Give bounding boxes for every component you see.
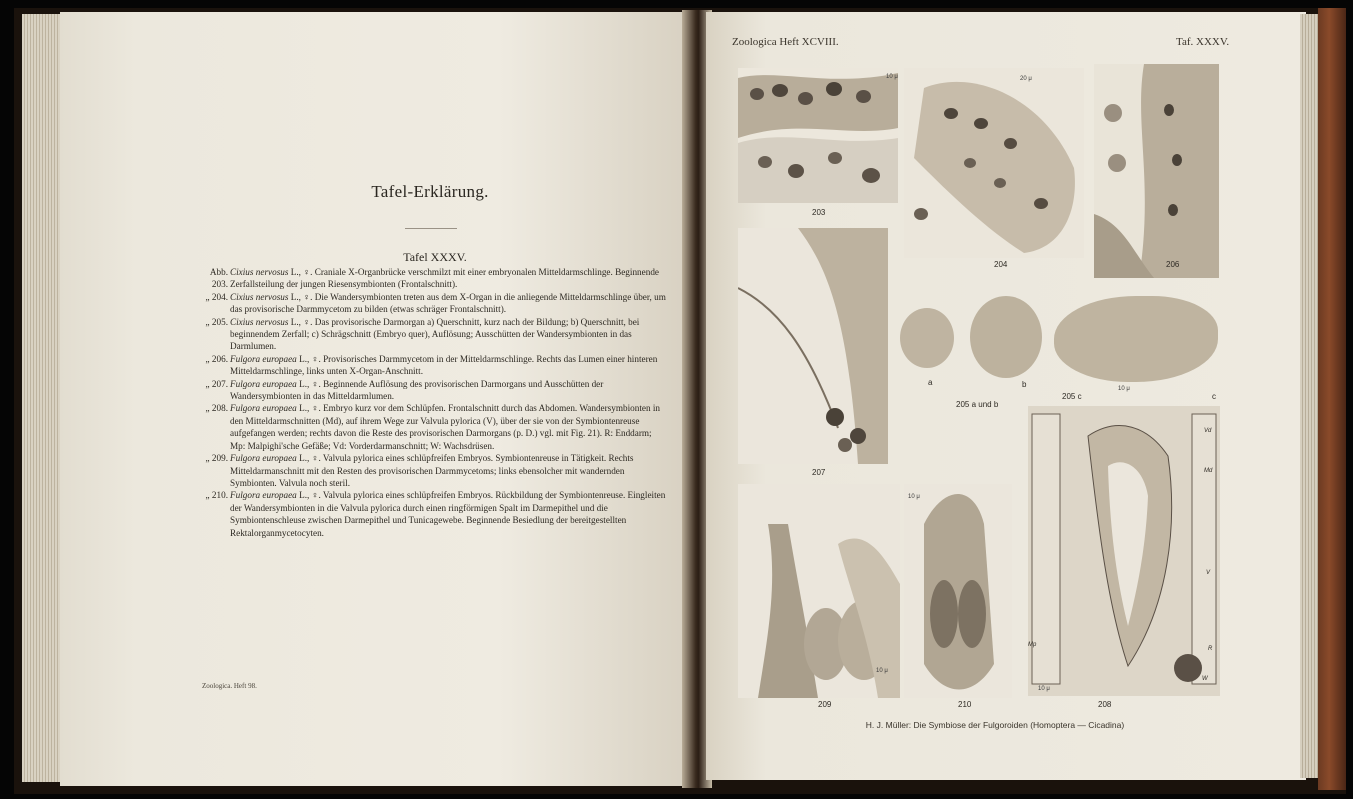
figure-205a [900,308,954,368]
micrograph-plate [736,60,1226,710]
plate-caption: H. J. Müller: Die Symbiose der Fulgoroiden (Homoptera — Cicadina) [865,720,1125,730]
figure-204 [904,68,1084,258]
figure-label-206: 206 [1166,260,1180,269]
label-r: R [1208,646,1213,652]
title-rule [405,228,457,229]
scale-bar-209: 10 μ [876,668,888,674]
figure-explanations [196,266,666,539]
figure-label-205b: b [1022,380,1027,389]
figure-label-208: 208 [1098,700,1112,709]
label-w: W [1202,676,1208,682]
figure-label-205ab: 205 a und b [956,400,999,409]
figure-205c [1054,296,1218,382]
figure-206 [1094,64,1219,278]
scale-bar-203: 10 μ [886,74,898,80]
plate-subtitle: Tafel XXXV. [403,250,467,264]
scale-bar-205c: 10 μ [1118,386,1130,392]
figure-207 [738,228,888,464]
label-vd: Vd [1204,428,1212,434]
micrograph-207 [738,228,888,464]
figure-208 [1028,406,1220,696]
plate-number: Taf. XXXV. [1176,36,1230,48]
scale-bar-208: 10 μ [1038,686,1050,692]
figure-label-207: 207 [812,468,826,477]
explanation-207: „ 207. Fulgora europaea L., ♀. Beginnende Auflösung des provisorischen Darmorgans und Ausschütten der Wandersymbionten in das Mitteldarmlumen. [205,378,604,402]
page-title: Tafel-Erklärung. [371,182,489,201]
explanation-206: „ 206. Fulgora europaea L., ♀. Provisorisches Darmmycetom in der Mitteldarmschlinge. Rechts das Lumen einer hinteren Mitteldarmschlinge, links unten X-Organ-Anschnitt. [205,353,658,377]
micrograph-208 [1028,406,1220,696]
explanation-208: „ 208. Fulgora europaea L., ♀. Embryo kurz vor dem Schlüpfen. Frontalschnitt durch das Abdomen. Wandersymbionten in den Mitteldarmschnitten (Md), auf ihrem Wege zur Valvula pylorica (V), über der sie von der Symbiontenreuse aufgefangen werden; rechts davon die Reste des provisorischen Darmorgans (p. D.) vgl. mit Fig. 21). R: Enddarm; Mp: Malpighi'sche Gefäße; Vd: Vorderdarmanschnitt; W: Wachsdrüsen. [205,403,660,451]
figure-205b [970,296,1042,378]
micrograph-203 [738,68,898,203]
figure-label-205c: 205 c [1062,392,1082,401]
micrograph-204 [904,68,1084,258]
micrograph-210 [904,484,1012,698]
figure-label-205c-letter: c [1212,392,1216,401]
explanation-204: „ 204. Cixius nervosus L., ♀. Die Wandersymbionten treten aus dem X-Organ in die anliegende Mitteldarmschlinge über, um das provisorische Darmmycetom zu bilden (etwas schräger Frontalschnitt). [205,291,666,315]
page-footer: Zoologica. Heft 98. [202,682,257,690]
journal-header: Zoologica Heft XCVIII. [732,36,839,48]
label-v: V [1206,570,1211,576]
figure-label-203: 203 [812,208,826,217]
label-md: Md [1204,468,1213,474]
explanation-205: „ 205. Cixius nervosus L., ♀. Das provisorische Darmorgan a) Querschnitt, kurz nach der Bildung; b) Querschnitt, bei beginnendem Zerfall; c) Schrägschnitt (Embryo quer), Auflösung; Ausschütten der Wandersymbionten in das Darmlumen. [205,316,640,352]
book-cover-edge [1318,8,1346,790]
explanation-210: „ 210. Fulgora europaea L., ♀. Valvula pylorica eines schlüpfreifen Embryos. Rückbildung der Symbiontenreuse. Eingleiten der Wandersymbionten in die Valvula pylorica durch einen ringförmigen Spalt im Darmepithel und die Symbiontenschleuse zwischen Darmepithel und Tunicagewebe. Beginnende Besiedlung der bereitgestellten Rektalorganmycetocyten. [205,490,666,538]
scale-bar-204: 20 μ [1020,76,1032,82]
figure-203 [738,68,898,203]
page-edges-right [1300,14,1320,778]
figure-label-209: 209 [818,700,832,709]
label-mp: Mp [1028,642,1037,648]
figure-210 [904,484,1012,698]
scale-bar-210: 10 μ [908,494,920,500]
figure-label-210: 210 [958,700,972,709]
explanation-203: Abb. 203. Cixius nervosus L., ♀. Craniale X-Organbrücke verschmilzt mit einer embryonalen Mitteldarmschlinge. Beginnende Zerfallsteilung der jungen Riesensymbionten (Frontalschnitt). [209,267,659,290]
figure-label-205a: a [928,378,933,387]
figure-label-204: 204 [994,260,1008,269]
explanation-209: „ 209. Fulgora europaea L., ♀. Valvula pylorica eines schlüpfreifen Embryos. Symbiontenreuse in Tätigkeit. Rechts Mitteldarmanschnitt mit den Resten des provisorischen Darmmycetoms; links ebensolcher mit wandernden Symbionten. Valvula noch steril. [205,453,634,488]
figure-209 [738,484,900,698]
micrograph-209 [738,484,900,698]
